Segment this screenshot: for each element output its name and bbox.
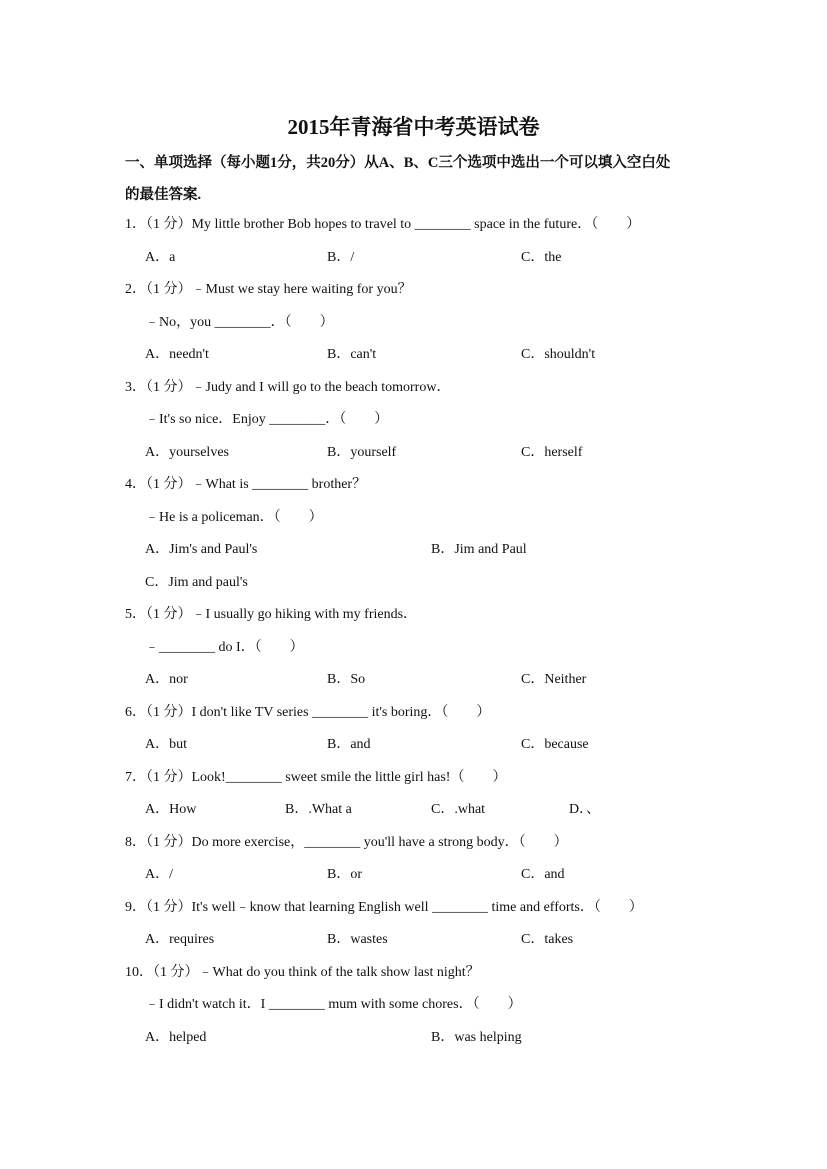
question-10-option-a[interactable]: A．helped: [145, 1030, 207, 1045]
question-2-stem: 2．（1 分）﹣Must we stay here waiting for you？: [125, 282, 412, 297]
question-3-option-a[interactable]: A．yourselves: [145, 445, 229, 460]
question-8-option-c[interactable]: C．and: [521, 867, 565, 882]
question-9-option-b[interactable]: B．wastes: [327, 932, 388, 947]
question-10-stem: 10．（1 分）﹣What do you think of the talk show last night？: [125, 965, 480, 980]
question-6-option-b[interactable]: B．and: [327, 737, 371, 752]
question-4-option-b[interactable]: B．Jim and Paul: [431, 542, 527, 557]
question-7-option-c[interactable]: C．.what: [431, 802, 486, 817]
section-instructions-line2: 的最佳答案.: [125, 187, 202, 203]
question-1-option-c[interactable]: C．the: [521, 250, 562, 265]
question-7-option-a[interactable]: A．How: [145, 802, 197, 817]
question-4-stem-reply: ﹣He is a policeman．（ ）: [145, 510, 323, 525]
exam-title: 2015年青海省中考英语试卷: [287, 115, 540, 139]
question-2-option-c[interactable]: C．shouldn't: [521, 347, 596, 362]
question-3-option-c[interactable]: C．herself: [521, 445, 583, 460]
question-2-stem-reply: ﹣No，you ________．（ ）: [145, 315, 334, 330]
question-10-stem-reply: ﹣I didn't watch it．I ________ mum with some chores．（ ）: [145, 997, 522, 1012]
question-4-stem: 4．（1 分）﹣What is ________ brother？: [125, 477, 367, 492]
question-9-stem: 9．（1 分）It's well﹣know that learning English well ________ time and efforts．（ ）: [125, 900, 643, 915]
question-4-option-c[interactable]: C．Jim and paul's: [145, 575, 248, 590]
question-9-option-a[interactable]: A．requires: [145, 932, 215, 947]
question-2-option-b[interactable]: B．can't: [327, 347, 377, 362]
question-6-option-a[interactable]: A．but: [145, 737, 187, 752]
question-2-option-a[interactable]: A．needn't: [145, 347, 209, 362]
question-5-option-b[interactable]: B．So: [327, 672, 366, 687]
question-7-option-d[interactable]: D．、: [569, 802, 601, 817]
question-7-stem: 7．（1 分）Look!________ sweet smile the little girl has!（ ）: [125, 770, 507, 785]
question-1-option-a[interactable]: A．a: [145, 250, 176, 265]
question-8-option-b[interactable]: B．or: [327, 867, 362, 882]
question-1-stem: 1．（1 分）My little brother Bob hopes to travel to ________ space in the future．（ ）: [125, 217, 641, 232]
question-10-option-b[interactable]: B．was helping: [431, 1030, 522, 1045]
question-3-stem-reply: ﹣It's so nice．Enjoy ________．（ ）: [145, 412, 389, 427]
question-5-stem: 5．（1 分）﹣I usually go hiking with my friends．: [125, 607, 418, 622]
question-5-option-c[interactable]: C．Neither: [521, 672, 587, 687]
section-instructions-line1: 一、单项选择（每小题1分，共20分）从A、B、C三个选项中选出一个可以填入空白处: [125, 155, 671, 171]
question-1-option-b[interactable]: B．/: [327, 250, 355, 265]
question-6-option-c[interactable]: C．because: [521, 737, 589, 752]
question-6-stem: 6．（1 分）I don't like TV series ________ it's boring．（ ）: [125, 705, 491, 720]
question-8-stem: 8．（1 分）Do more exercise，________ you'll have a strong body．（ ）: [125, 835, 568, 850]
question-8-option-a[interactable]: A．/: [145, 867, 173, 882]
question-5-option-a[interactable]: A．nor: [145, 672, 188, 687]
question-5-stem-reply: ﹣________ do I．（ ）: [145, 640, 304, 655]
question-3-option-b[interactable]: B．yourself: [327, 445, 397, 460]
question-4-option-a[interactable]: A．Jim's and Paul's: [145, 542, 258, 557]
question-9-option-c[interactable]: C．takes: [521, 932, 574, 947]
question-7-option-b[interactable]: B．.What a: [285, 802, 352, 817]
question-3-stem: 3．（1 分）﹣Judy and I will go to the beach tomorrow．: [125, 380, 451, 395]
